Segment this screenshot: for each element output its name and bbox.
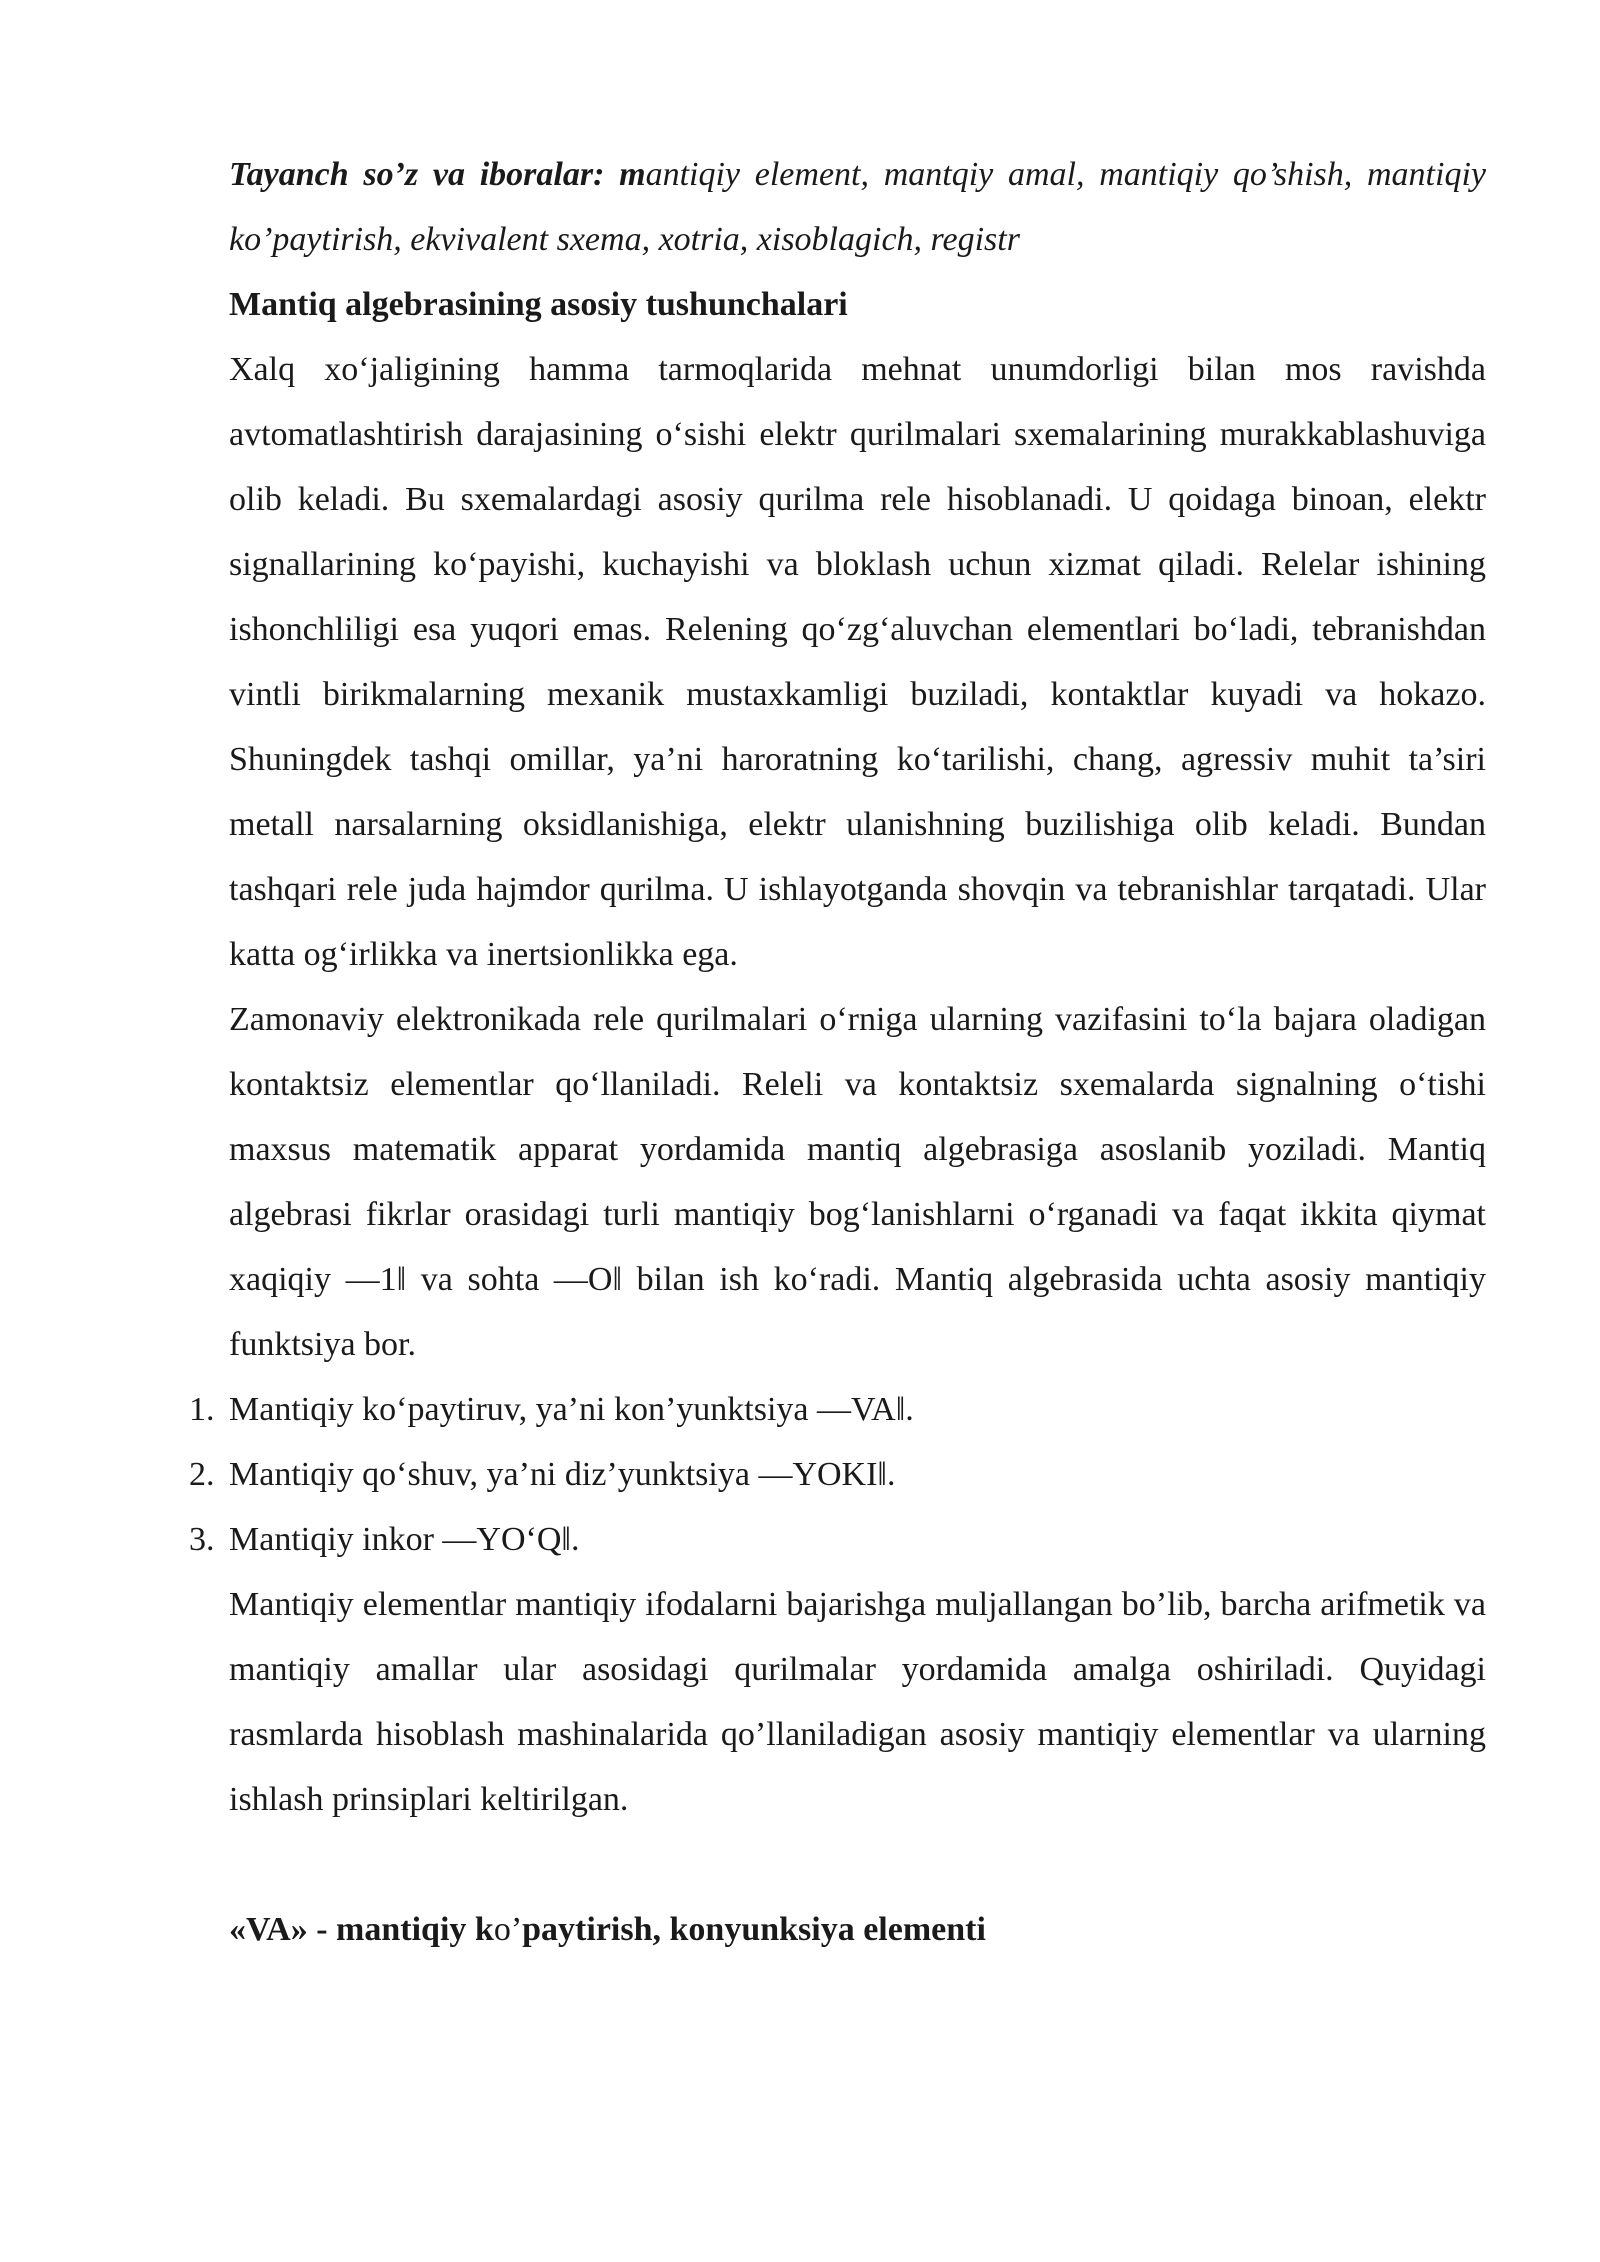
list-item: [189, 1377, 1486, 1442]
subsection-heading-part1: «VA» - mantiqiy k: [229, 1911, 494, 1948]
list-item-text: Mantiqiy ko‘paytiruv, ya’ni kon’yunktsiya ―VA‖.: [229, 1391, 914, 1428]
subsection-heading-part2: o’: [493, 1911, 523, 1948]
keywords-label: Tayanch so’z va iboralar:: [229, 156, 605, 193]
body-paragraph-1: Xalq xo‘jaligining hamma tarmoqlarida mehnat unumdorligi bilan mos ravishda avtomatlashtirish darajasining o‘sishi elektr qurilmalari sxemalarining murakkablashuviga olib keladi. Bu sxemalardagi asosiy qurilma rele hisoblanadi. U qoidaga binoan, elektr signallarining ko‘payishi, kuchayishi va bloklash uchun xizmat qiladi. Relelar ishining ishonchliligi esa yuqori emas. Relening qo‘zg‘aluvchan elementlari bo‘ladi, tebranishdan vintli birikmalarning mexanik mustaxkamligi buziladi, kontaktlar kuyadi va hokazo. Shuningdek tashqi omillar, ya’ni haroratning ko‘tarilishi, chang, agressiv muhit ta’siri metall narsalarning oksidlanishiga, elektr ulanishning buzilishiga olib keladi. Bundan tashqari rele juda hajmdor qurilma. U ishlayotganda shovqin va tebranishlar tarqatadi. Ular katta og‘irlikka va inertsionlikka ega.: [229, 351, 1486, 973]
subsection-heading: [229, 1897, 1486, 1962]
keywords-first-letter: m: [619, 156, 646, 193]
list-item: [189, 1442, 1486, 1507]
list-item: [189, 1507, 1486, 1572]
document-page: [189, 142, 1486, 1962]
body-paragraph-2: Zamonaviy elektronikada rele qurilmalari o‘rniga ularning vazifasini to‘la bajara oladigan kontaktsiz elementlar qo‘llaniladi. Releli va kontaktsiz sxemalarda signalning o‘tishi maxsus matematik apparat yordamida mantiq algebrasiga asoslanib yoziladi. Mantiq algebrasi fikrlar orasidagi turli mantiqiy bog‘lanishlarni o‘rganadi va faqat ikkita qiymat xaqiqiy ―1‖ va sohta ―O‖ bilan ish ko‘radi. Mantiq algebrasida uchta asosiy mantiqiy funktsiya bor.: [229, 1001, 1486, 1363]
blank-line: [229, 1832, 1486, 1897]
list-item-text: Mantiqiy inkor ―YO‘Q‖.: [229, 1521, 580, 1558]
body-paragraph-3: Mantiqiy elementlar mantiqiy ifodalarni bajarishga muljallangan bo’lib, barcha arifmetik va mantiqiy amallar ular asosidagi qurilmalar yordamida amalga oshiriladi. Quyidagi rasmlarda hisoblash mashinalarida qo’llaniladigan asosiy mantiqiy elementlar va ularning ishlash prinsiplari keltirilgan.: [229, 1586, 1486, 1818]
list-item-number: 2.: [189, 1456, 215, 1493]
section-heading: Mantiq algebrasining asosiy tushunchalari: [229, 286, 848, 323]
subsection-heading-part3: paytirish, konyunksiya elementi: [522, 1911, 986, 1948]
list-item-text: Mantiqiy qo‘shuv, ya’ni diz’yunktsiya ―YOKI‖.: [229, 1456, 896, 1493]
keywords-text: antiqiy element, mantqiy amal, mantiqiy qo’shish, mantiqiy ko’paytirish, ekvivalent sxema, xotria, xisoblagich, registr: [229, 156, 1486, 258]
function-list: [189, 1377, 1486, 1572]
list-item-number: 1.: [189, 1391, 215, 1428]
keywords-paragraph: [229, 142, 1486, 272]
list-item-number: 3.: [189, 1521, 215, 1558]
